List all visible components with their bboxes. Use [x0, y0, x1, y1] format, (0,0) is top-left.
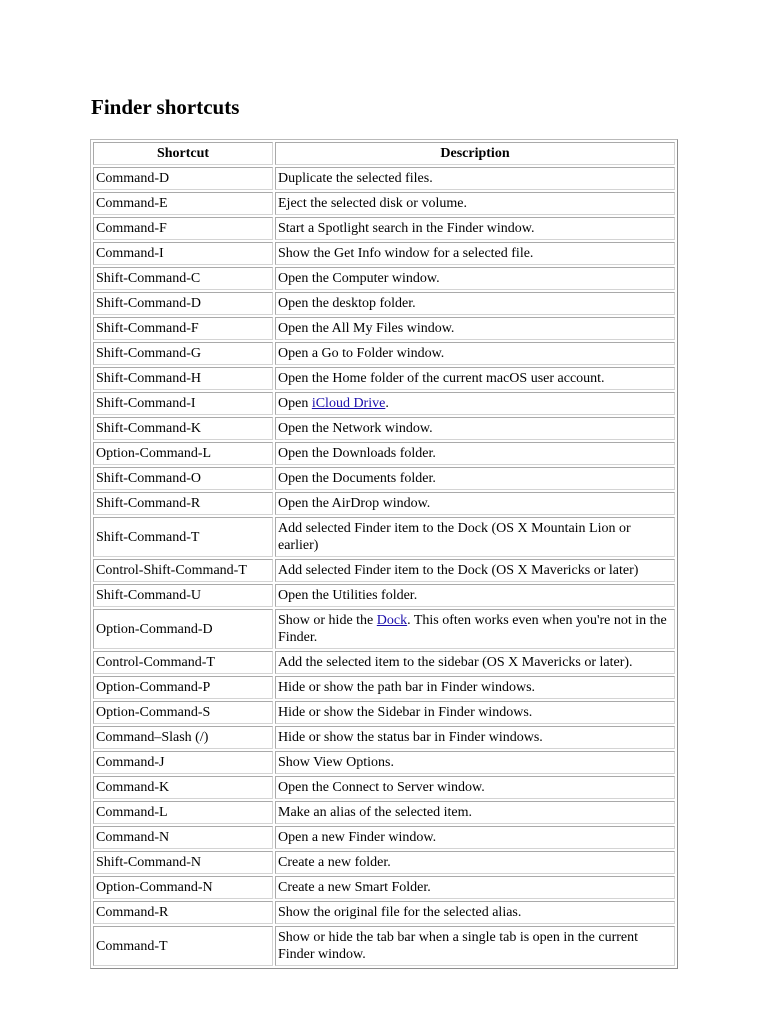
table-header-row [93, 142, 675, 165]
description-cell: Hide or show the path bar in Finder windows. [275, 676, 675, 699]
table-row [93, 442, 675, 465]
table-row [93, 267, 675, 290]
description-cell: Open the Home folder of the current macOS user account. [275, 367, 675, 390]
table-row [93, 392, 675, 415]
icloud-drive-link[interactable]: iCloud Drive [311, 396, 386, 411]
description-cell: Create a new Smart Folder. [275, 876, 675, 899]
shortcut-cell: Option-Command-L [93, 442, 273, 465]
shortcut-cell: Shift-Command-H [93, 367, 273, 390]
dock-link[interactable]: Dock [376, 613, 408, 628]
table-row [93, 651, 675, 674]
shortcut-cell: Command-N [93, 826, 273, 849]
table-row [93, 342, 675, 365]
shortcut-cell: Shift-Command-O [93, 467, 273, 490]
description-cell: Show the Get Info window for a selected file. [275, 242, 675, 265]
shortcut-cell: Control-Command-T [93, 651, 273, 674]
table-row [93, 492, 675, 515]
shortcut-cell: Option-Command-P [93, 676, 273, 699]
table-row [93, 826, 675, 849]
table-row [93, 701, 675, 724]
table-row [93, 851, 675, 874]
description-cell: Open the Connect to Server window. [275, 776, 675, 799]
shortcut-cell: Shift-Command-T [93, 517, 273, 557]
description-cell: Open the Documents folder. [275, 467, 675, 490]
shortcut-cell: Command-E [93, 192, 273, 215]
page-title: Finder shortcuts [91, 95, 240, 119]
table-row [93, 776, 675, 799]
description-cell [275, 609, 675, 649]
shortcut-cell: Command-K [93, 776, 273, 799]
description-text: . This often works even when you're not in the Finder. [278, 613, 667, 645]
shortcut-cell: Shift-Command-C [93, 267, 273, 290]
table-row [93, 751, 675, 774]
description-text: . [385, 396, 389, 411]
shortcut-cell: Option-Command-D [93, 609, 273, 649]
shortcut-cell: Command-T [93, 926, 273, 966]
description-cell: Create a new folder. [275, 851, 675, 874]
table-row [93, 242, 675, 265]
description-cell: Add the selected item to the sidebar (OS X Mavericks or later). [275, 651, 675, 674]
table-row [93, 217, 675, 240]
description-text: Show or hide the [278, 613, 377, 628]
table-row [93, 926, 675, 966]
table-row [93, 317, 675, 340]
description-cell: Open the Network window. [275, 417, 675, 440]
description-cell: Show the original file for the selected alias. [275, 901, 675, 924]
table-row [93, 584, 675, 607]
shortcut-cell: Shift-Command-R [93, 492, 273, 515]
description-cell: Duplicate the selected files. [275, 167, 675, 190]
table-row [93, 417, 675, 440]
description-cell: Open the Downloads folder. [275, 442, 675, 465]
description-cell: Start a Spotlight search in the Finder window. [275, 217, 675, 240]
description-cell: Open the Utilities folder. [275, 584, 675, 607]
shortcut-cell: Shift-Command-F [93, 317, 273, 340]
shortcut-cell: Shift-Command-U [93, 584, 273, 607]
description-cell: Open the AirDrop window. [275, 492, 675, 515]
shortcuts-table [90, 139, 678, 969]
table-row [93, 609, 675, 649]
table-row [93, 292, 675, 315]
shortcut-cell: Shift-Command-I [93, 392, 273, 415]
shortcut-cell: Shift-Command-K [93, 417, 273, 440]
description-cell: Hide or show the Sidebar in Finder windows. [275, 701, 675, 724]
shortcut-cell: Shift-Command-D [93, 292, 273, 315]
column-header-shortcut: Shortcut [93, 142, 273, 165]
table-row [93, 876, 675, 899]
shortcut-cell: Control-Shift-Command-T [93, 559, 273, 582]
shortcut-cell: Command-J [93, 751, 273, 774]
description-text: Open [278, 396, 312, 411]
table-row [93, 467, 675, 490]
shortcut-cell: Command-L [93, 801, 273, 824]
description-cell: Eject the selected disk or volume. [275, 192, 675, 215]
table-row [93, 167, 675, 190]
description-cell: Open the Computer window. [275, 267, 675, 290]
description-cell: Show View Options. [275, 751, 675, 774]
shortcut-cell: Command-R [93, 901, 273, 924]
description-cell: Open the All My Files window. [275, 317, 675, 340]
shortcut-cell: Option-Command-S [93, 701, 273, 724]
shortcut-cell: Command-D [93, 167, 273, 190]
table-row [93, 676, 675, 699]
column-header-description: Description [275, 142, 675, 165]
shortcut-cell: Shift-Command-N [93, 851, 273, 874]
shortcut-cell: Shift-Command-G [93, 342, 273, 365]
table-row [93, 192, 675, 215]
description-cell: Make an alias of the selected item. [275, 801, 675, 824]
shortcut-cell: Option-Command-N [93, 876, 273, 899]
table-row [93, 517, 675, 557]
shortcut-cell: Command-I [93, 242, 273, 265]
shortcut-cell: Command-F [93, 217, 273, 240]
description-cell: Add selected Finder item to the Dock (OS X Mountain Lion or earlier) [275, 517, 675, 557]
table-row [93, 726, 675, 749]
table-row [93, 801, 675, 824]
table-row [93, 901, 675, 924]
shortcut-cell: Command–Slash (/) [93, 726, 273, 749]
description-cell [275, 392, 675, 415]
description-cell: Hide or show the status bar in Finder windows. [275, 726, 675, 749]
table-row [93, 559, 675, 582]
description-cell: Open a new Finder window. [275, 826, 675, 849]
description-cell: Open a Go to Folder window. [275, 342, 675, 365]
description-cell: Open the desktop folder. [275, 292, 675, 315]
description-cell: Add selected Finder item to the Dock (OS X Mavericks or later) [275, 559, 675, 582]
description-cell: Show or hide the tab bar when a single tab is open in the current Finder window. [275, 926, 675, 966]
table-row [93, 367, 675, 390]
